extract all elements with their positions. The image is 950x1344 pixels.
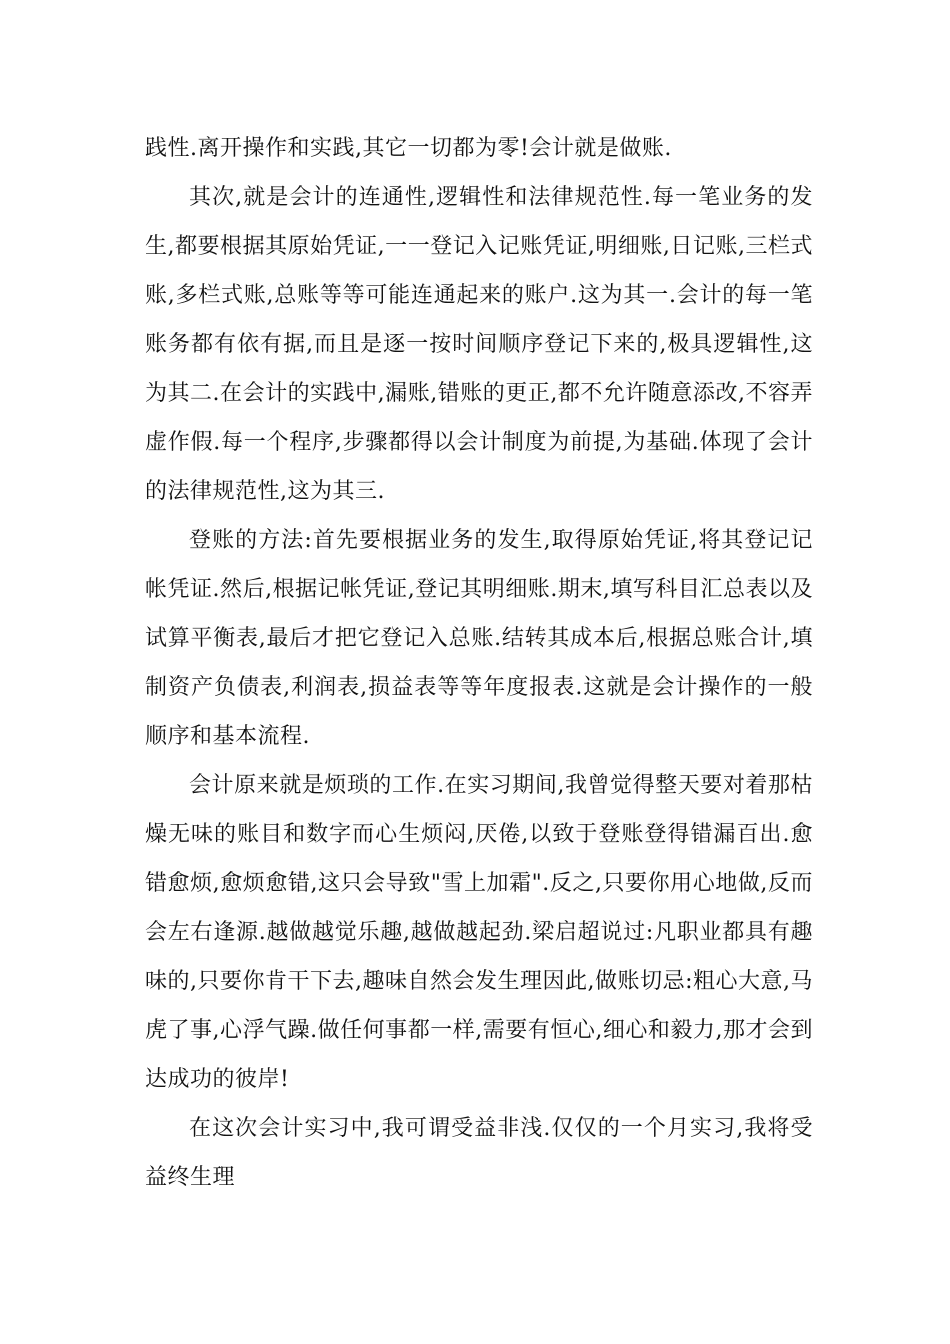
paragraph-conclusion: 在这次会计实习中,我可谓受益非浅.仅仅的一个月实习,我将受益终生理	[145, 1116, 813, 1190]
paragraph-bookkeeping-method: 登账的方法:首先要根据业务的发生,取得原始凭证,将其登记记帐凭证.然后,根据记帐凭证,登记其明细账.期末,填写科目汇总表以及试算平衡表,最后才把它登记入总账.结转其成本后,根据总账合计,填制资产负债表,利润表,损益表等等年度报表.这就是会计操作的一般顺序和基本流程.	[145, 528, 813, 749]
paragraph-connectivity: 其次,就是会计的连通性,逻辑性和法律规范性.每一笔业务的发生,都要根据其原始凭证,一一登记入记账凭证,明细账,日记账,三栏式账,多栏式账,总账等等可能连通起来的账户.这为其一.会计的每一笔账务都有依有据,而且是逐一按时间顺序登记下来的,极具逻辑性,这为其二.在会计的实践中,漏账,错账的更正,都不允许随意添改,不容弄虚作假.每一个程序,步骤都得以会计制度为前提,为基础.体现了会计的法律规范性,这为其三.	[145, 185, 813, 504]
paragraph-reflection: 会计原来就是烦琐的工作.在实习期间,我曾觉得整天要对着那枯燥无味的账目和数字而心生烦闷,厌倦,以致于登账登得错漏百出.愈错愈烦,愈烦愈错,这只会导致"雪上加霜".反之,只要你用心地做,反而会左右逢源.越做越觉乐趣,越做越起劲.梁启超说过:凡职业都具有趣味的,只要你肯干下去,趣味自然会发生理因此,做账切忌:粗心大意,马虎了事,心浮气躁.做任何事都一样,需要有恒心,细心和毅力,那才会到达成功的彼岸!	[145, 773, 813, 1092]
paragraph-continuation: 践性.离开操作和实践,其它一切都为零!会计就是做账.	[145, 136, 672, 161]
document-body	[145, 124, 813, 1202]
